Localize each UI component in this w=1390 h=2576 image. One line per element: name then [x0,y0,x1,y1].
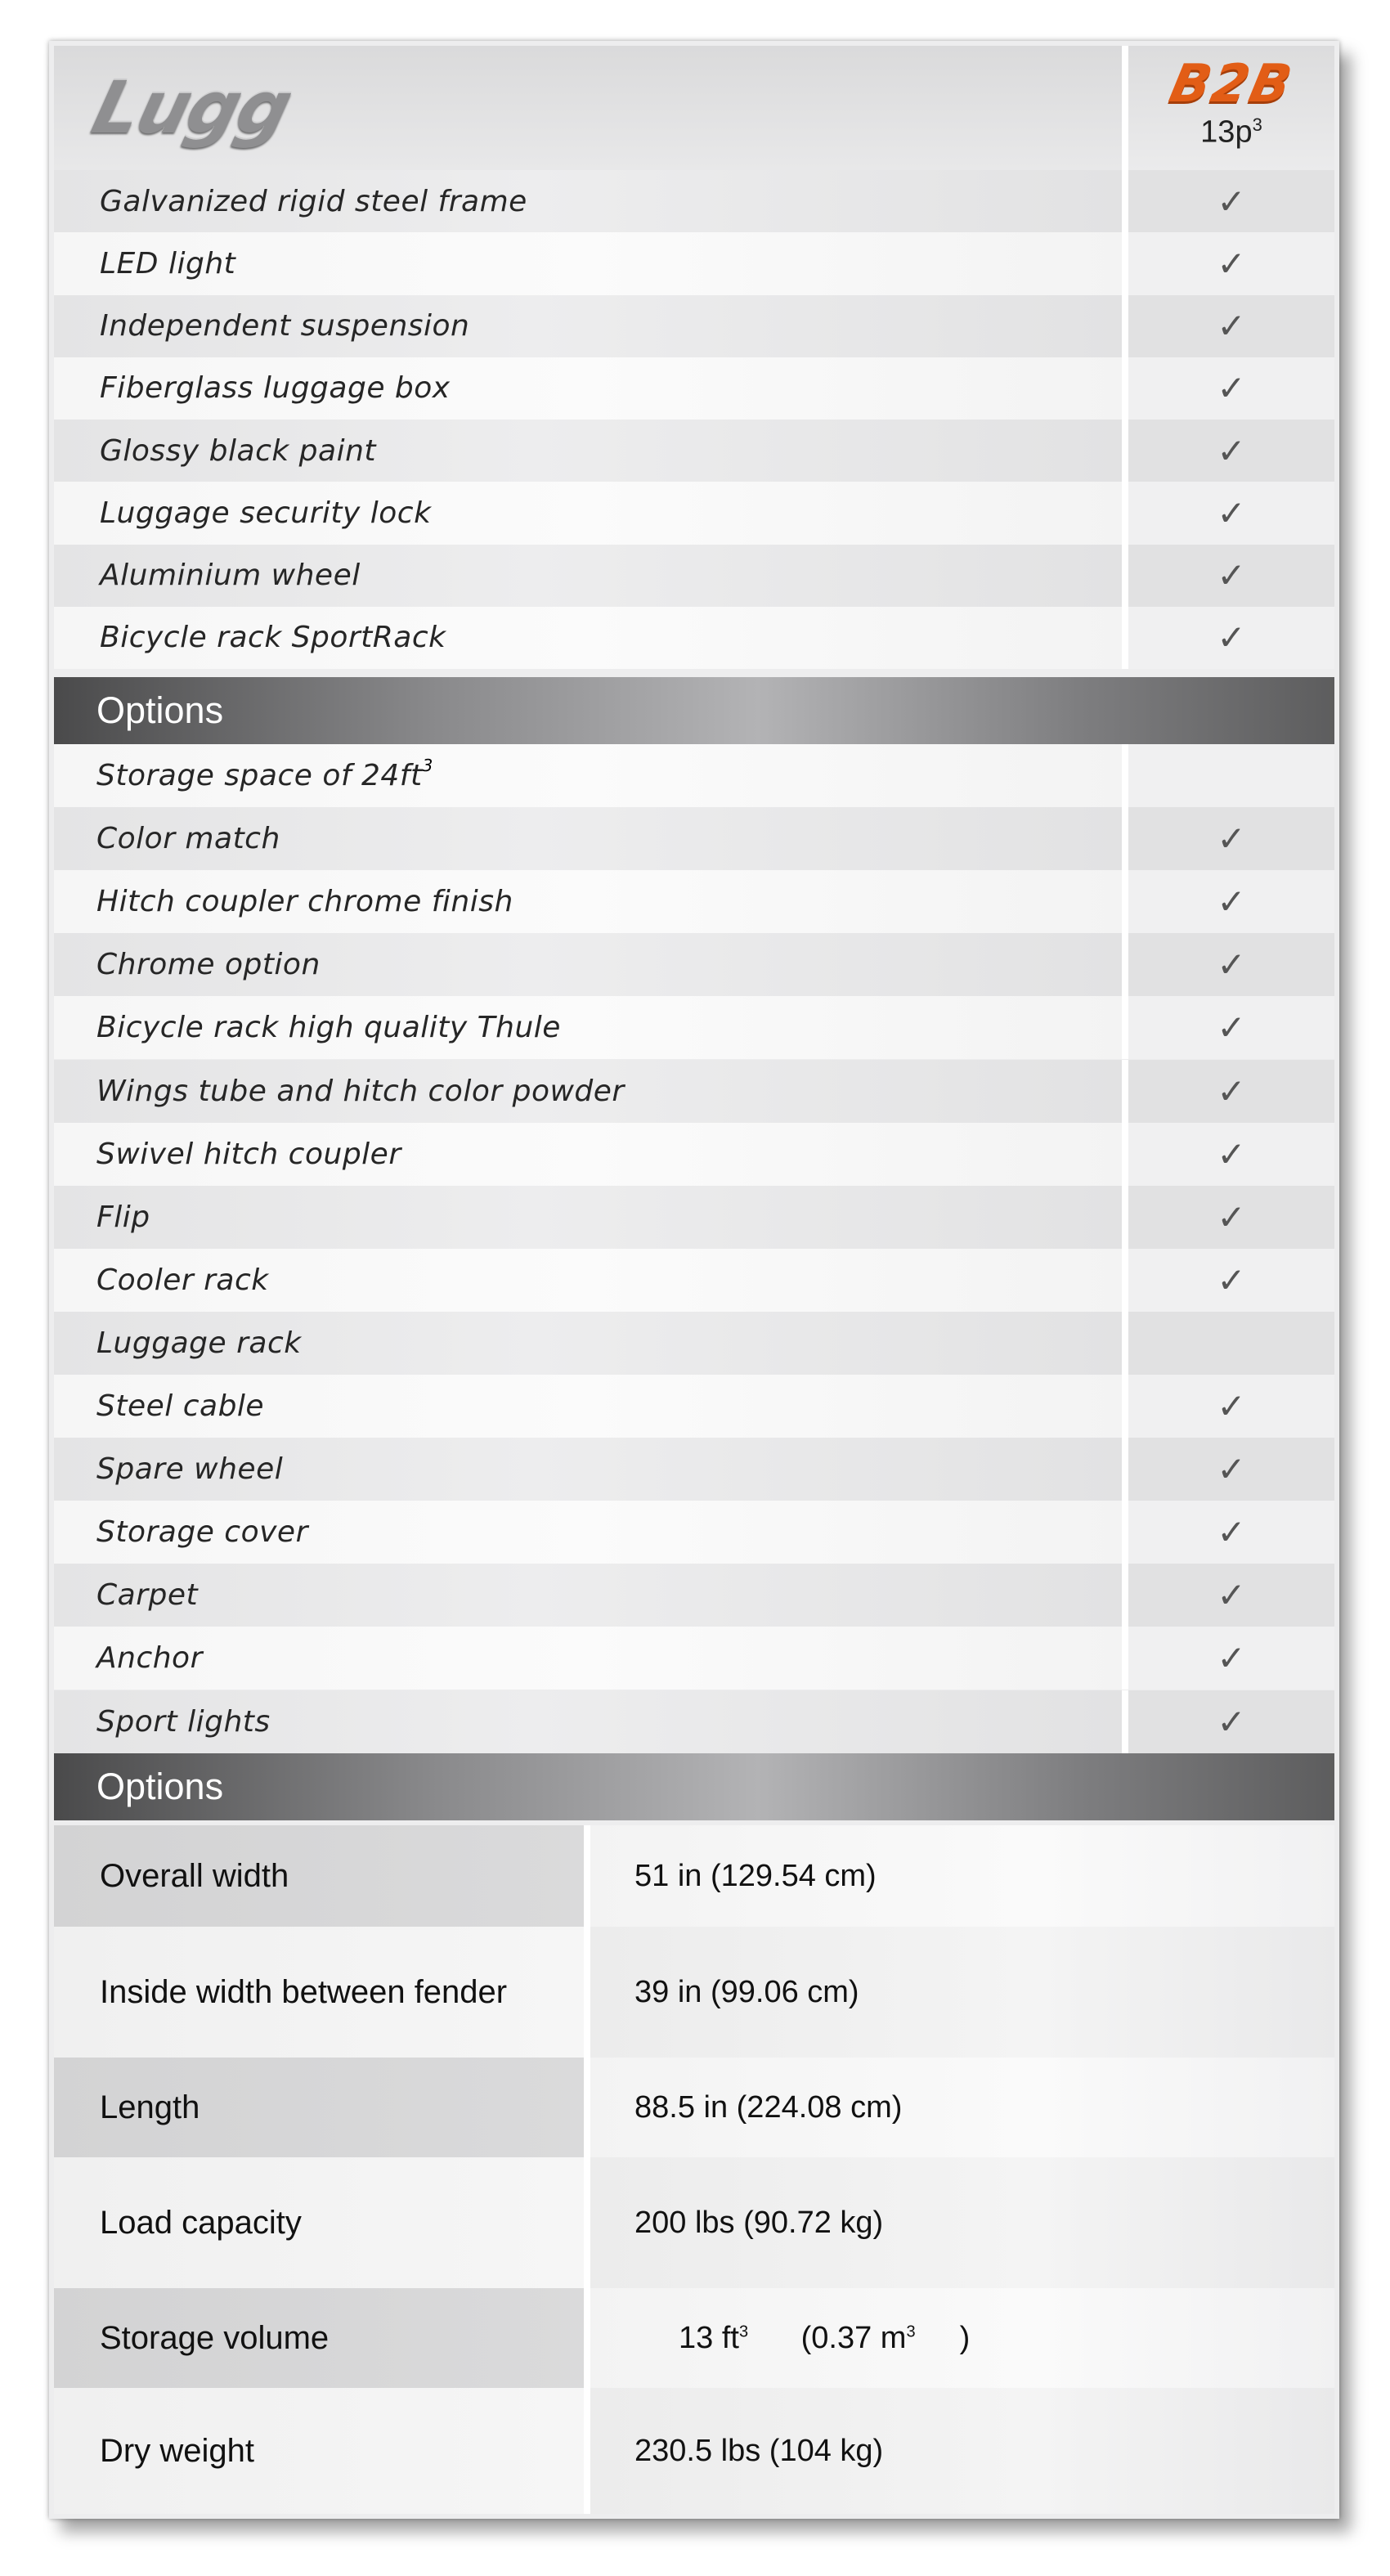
option-row [54,1375,1334,1438]
checkmark-icon: ✓ [1217,1133,1246,1174]
column-divider [1122,996,1128,1059]
spec-column-divider [584,1825,590,2514]
row-label: Independent suspension [100,309,470,343]
checkmark-icon: ✓ [1217,1196,1246,1237]
spec-label: Storage volume [100,2319,330,2356]
row-check-cell [1128,1249,1334,1312]
row-label-cell [54,295,1122,357]
row-check-cell [1128,1186,1334,1249]
row-check-cell [1128,1438,1334,1501]
row-check-cell [1128,482,1334,544]
specs-section-title: Options [96,1766,224,1807]
row-check-cell [1128,1627,1334,1690]
checkmark-icon: ✓ [1217,368,1246,409]
row-label-cell [54,1438,1122,1501]
column-divider [1122,420,1128,482]
column-divider [1122,1123,1128,1186]
header-logo-cell [54,46,1122,170]
column-divider [1122,1438,1128,1501]
spec-sheet-card [49,41,1339,2519]
row-label-cell [54,607,1122,669]
row-label: Cooler rack [96,1263,269,1297]
row-check-cell [1128,1375,1334,1438]
option-row [54,744,1334,807]
row-label-cell [54,933,1122,996]
feature-row [54,357,1334,420]
row-label-cell [54,357,1122,420]
column-divider [1122,232,1128,294]
checkmark-icon: ✓ [1217,1512,1246,1553]
row-label: Fiberglass luggage box [100,371,451,406]
spec-value-cell [590,1927,1334,2058]
spec-value: 230.5 lbs (104 kg) [634,2433,884,2468]
row-label-cell [54,1375,1122,1438]
spec-value-cell [590,2288,1334,2388]
row-label-cell [54,1690,1122,1753]
row-label-cell [54,1312,1122,1375]
option-row [54,933,1334,996]
row-check-cell [1128,870,1334,933]
spec-label-cell [54,1927,584,2058]
row-label: Sport lights [96,1704,271,1739]
row-label-cell [54,232,1122,294]
row-label-cell [54,870,1122,933]
feature-row [54,607,1334,669]
spec-value [634,2321,970,2356]
row-label-cell [54,1060,1122,1123]
column-divider [1122,1501,1128,1564]
header-model-cell [1128,46,1334,170]
row-check-cell [1128,607,1334,669]
feature-row [54,482,1334,544]
checkmark-icon: ✓ [1217,1449,1246,1490]
spec-value-cell [590,2157,1334,2288]
column-divider [1122,357,1128,420]
spec-row [54,2058,1334,2157]
spec-label-cell [54,2058,584,2157]
option-row [54,1123,1334,1186]
spec-label: Length [100,2089,200,2125]
specs-section-header [54,1753,1334,1820]
option-row [54,1564,1334,1627]
spec-row [54,2288,1334,2388]
option-row [54,1501,1334,1564]
column-divider [1122,607,1128,669]
column-divider [1122,1690,1128,1753]
options-section-title: Options [96,689,224,731]
row-label: Luggage rack [96,1326,302,1360]
row-label-cell [54,482,1122,544]
row-label: Chrome option [96,948,321,982]
row-label-cell [54,1627,1122,1690]
column-divider [1122,1564,1128,1627]
checkmark-icon: ✓ [1217,1386,1246,1427]
column-divider [1122,744,1128,807]
checkmark-icon: ✓ [1217,1638,1246,1679]
spec-label: Dry weight [100,2432,254,2469]
row-label-cell [54,545,1122,607]
row-check-cell [1128,232,1334,294]
row-check-cell [1128,357,1334,420]
row-label: Glossy black paint [100,433,377,468]
column-divider [1122,1249,1128,1312]
row-check-cell [1128,1564,1334,1627]
row-label-cell [54,1564,1122,1627]
row-label: Luggage security lock [100,496,432,530]
column-divider [1122,295,1128,357]
option-row [54,1186,1334,1249]
row-label-cell [54,1249,1122,1312]
row-label: Hitch coupler chrome finish [96,885,513,919]
feature-row [54,420,1334,482]
row-check-cell [1128,1501,1334,1564]
row-label: Aluminium wheel [100,559,361,593]
spec-value-cell [590,1825,1334,1927]
checkmark-icon: ✓ [1217,945,1246,985]
column-divider [1122,1627,1128,1690]
spec-value: 51 in (129.54 cm) [634,1858,877,1893]
spec-label-cell [54,1825,584,1927]
spec-value-part: 13 ft [679,2320,739,2355]
feature-row [54,170,1334,232]
options-section-header [54,677,1334,744]
checkmark-icon: ✓ [1217,181,1246,222]
spec-value-sup: 3 [906,2322,916,2340]
row-label: Wings tube and hitch color powder [96,1074,625,1108]
b2b-logo: B2B [1164,54,1298,114]
row-check-cell [1128,545,1334,607]
column-divider [1122,870,1128,933]
header [54,46,1334,170]
spec-value: 88.5 in (224.08 cm) [634,2089,903,2125]
checkmark-icon: ✓ [1217,882,1246,922]
lugg-logo: Lugg [84,65,299,150]
row-check-cell [1128,996,1334,1059]
spec-value: 200 lbs (90.72 kg) [634,2205,884,2240]
row-label-cell [54,420,1122,482]
spec-value-part: ) [959,2320,971,2355]
row-label: Carpet [96,1578,199,1613]
option-row [54,1438,1334,1501]
option-row [54,996,1334,1059]
row-label-cell [54,807,1122,870]
row-label: Galvanized rigid steel frame [100,184,527,218]
column-divider [1122,1186,1128,1249]
row-label: Anchor [96,1641,203,1676]
feature-row [54,295,1334,357]
column-divider [1122,545,1128,607]
option-row [54,807,1334,870]
spec-value-sup: 3 [738,2322,749,2340]
model-name [1128,114,1334,150]
spec-row [54,1825,1334,1927]
column-divider [1122,1060,1128,1123]
checkmark-icon: ✓ [1217,430,1246,471]
spec-value-part: (0.37 m [792,2320,907,2355]
option-row [54,1249,1334,1312]
spec-label-cell [54,2388,584,2514]
spec-label: Overall width [100,1857,289,1894]
spec-value: 39 in (99.06 cm) [634,1974,859,2009]
row-label: Bicycle rack SportRack [100,621,446,655]
row-label: Storage space of 24ft [96,759,423,793]
checkmark-icon: ✓ [1217,1259,1246,1300]
checkmark-icon: ✓ [1217,492,1246,533]
row-check-cell [1128,807,1334,870]
option-row [54,1060,1334,1123]
row-label: Color match [96,822,280,856]
option-row [54,1312,1334,1375]
model-text: 13p [1200,114,1253,150]
checkmark-icon: ✓ [1217,1575,1246,1616]
row-label: Spare wheel [96,1452,284,1487]
checkmark-icon: ✓ [1217,555,1246,596]
spec-value-cell [590,2388,1334,2514]
checkmark-icon: ✓ [1217,1008,1246,1048]
checkmark-icon: ✓ [1217,1070,1246,1111]
option-row [54,1690,1334,1753]
row-label: Flip [96,1200,150,1234]
row-check-cell [1128,933,1334,996]
row-check-cell [1128,744,1334,807]
column-divider [1122,482,1128,544]
row-label-cell [54,170,1122,232]
row-label: LED light [100,246,236,280]
spec-row [54,2157,1334,2288]
row-check-cell [1128,1060,1334,1123]
row-check-cell [1128,295,1334,357]
feature-row [54,232,1334,294]
row-label-sup: 3 [422,756,433,775]
row-label: Steel cable [96,1389,265,1424]
column-divider [1122,1375,1128,1438]
model-sup: 3 [1252,114,1262,135]
spec-row [54,2388,1334,2514]
feature-row [54,545,1334,607]
spec-label-cell [54,2288,584,2388]
option-row [54,1627,1334,1690]
spec-label: Load capacity [100,2204,302,2241]
spec-label: Inside width between fender [100,1973,508,2010]
row-label-cell [54,1186,1122,1249]
row-check-cell [1128,1690,1334,1753]
row-label-cell [54,744,1122,807]
row-check-cell [1128,1312,1334,1375]
row-label: Swivel hitch coupler [96,1137,401,1171]
column-divider [1122,170,1128,232]
row-check-cell [1128,420,1334,482]
checkmark-icon: ✓ [1217,306,1246,347]
column-divider [1122,1312,1128,1375]
checkmark-icon: ✓ [1217,1701,1246,1742]
checkmark-icon: ✓ [1217,819,1246,859]
row-check-cell [1128,1123,1334,1186]
column-divider [1122,807,1128,870]
row-label-cell [54,996,1122,1059]
column-divider [1122,933,1128,996]
spec-value-cell [590,2058,1334,2157]
row-label-cell [54,1123,1122,1186]
option-row [54,870,1334,933]
row-label: Bicycle rack high quality Thule [96,1011,561,1045]
spec-row [54,1927,1334,2058]
checkmark-icon: ✓ [1217,243,1246,284]
checkmark-icon: ✓ [1217,617,1246,658]
row-label-cell [54,1501,1122,1564]
row-label: Storage cover [96,1515,308,1550]
row-check-cell [1128,170,1334,232]
spec-label-cell [54,2157,584,2288]
